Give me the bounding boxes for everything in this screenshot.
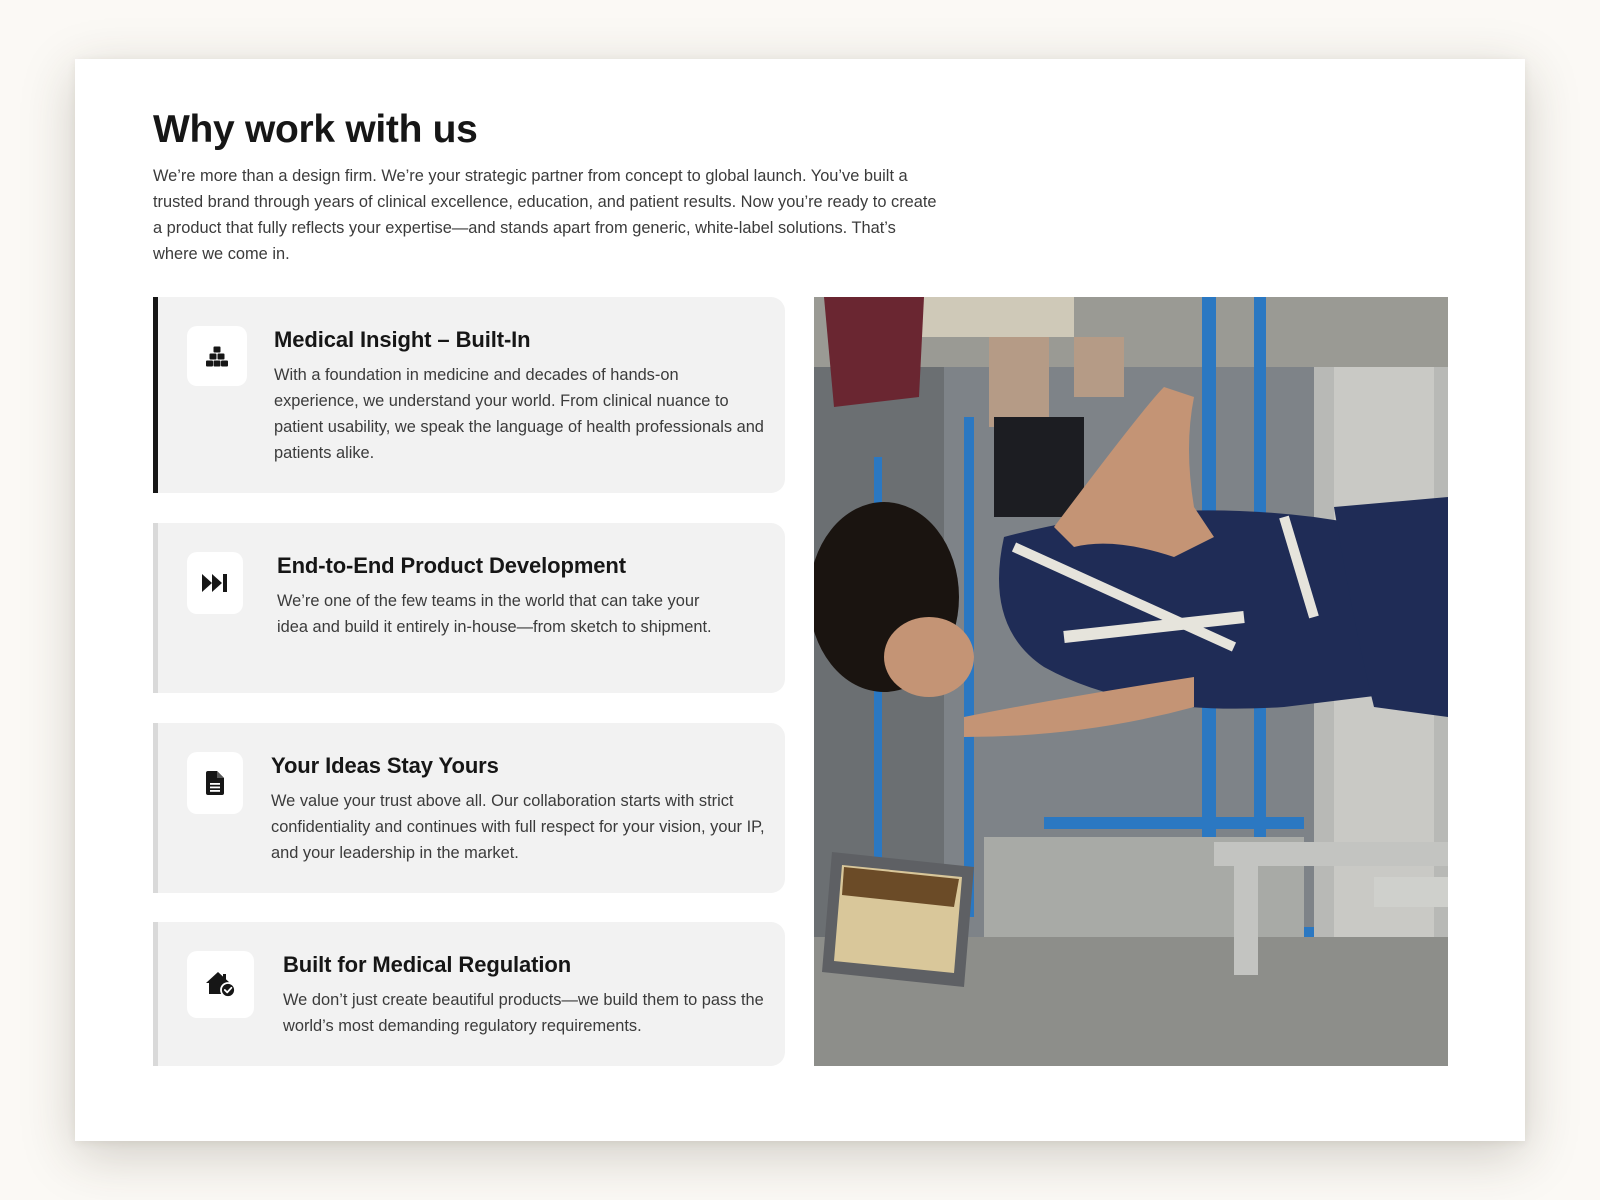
section-intro: We’re more than a design firm. We’re your strategic partner from concept to global launch. You’ve built a trusted brand through years of clinical excellence, education, and patient results. Now you’re ready to create a product that fully reflects your expertise—and stands apart from generic, white-label solutions. That’s where we come in. <box>153 167 937 263</box>
feature-icon-box <box>187 326 247 386</box>
document-icon <box>206 771 224 795</box>
feature-card-end-to-end[interactable] <box>153 523 785 693</box>
feature-card-medical-regulation[interactable] <box>153 922 785 1066</box>
fast-forward-icon <box>202 573 228 593</box>
feature-card-your-ideas[interactable] <box>153 723 785 893</box>
feature-title: End-to-End Product Development <box>277 553 627 578</box>
section-title: Why work with us <box>153 108 478 151</box>
feature-description: We value your trust above all. Our collaboration starts with strict confidentiality and continues with full respect for your vision, your IP, and your leadership in the market. <box>271 792 765 862</box>
why-work-with-us-section <box>75 59 1525 1141</box>
feature-icon-box <box>187 752 243 814</box>
astronaut-photo <box>814 297 1448 1066</box>
feature-description: We’re one of the few teams in the world that can take your idea and build it entirely in-house—from sketch to shipment. <box>277 592 712 636</box>
astronaut-photo-illustration <box>814 297 1448 1066</box>
house-check-icon <box>206 972 236 998</box>
feature-icon-box <box>187 951 254 1018</box>
feature-title: Built for Medical Regulation <box>283 952 572 977</box>
feature-title: Medical Insight – Built-In <box>274 327 531 352</box>
stacked-boxes-icon <box>206 345 228 367</box>
feature-icon-box <box>187 552 243 614</box>
feature-description: We don’t just create beautiful products—we build them to pass the world’s most demanding regulatory requirements. <box>283 991 764 1035</box>
feature-title: Your Ideas Stay Yours <box>271 753 499 778</box>
feature-card-medical-insight[interactable] <box>153 297 785 493</box>
feature-description: With a foundation in medicine and decades of hands-on experience, we understand your world. From clinical nuance to patient usability, we speak the language of health professionals and patients alike. <box>274 366 764 462</box>
